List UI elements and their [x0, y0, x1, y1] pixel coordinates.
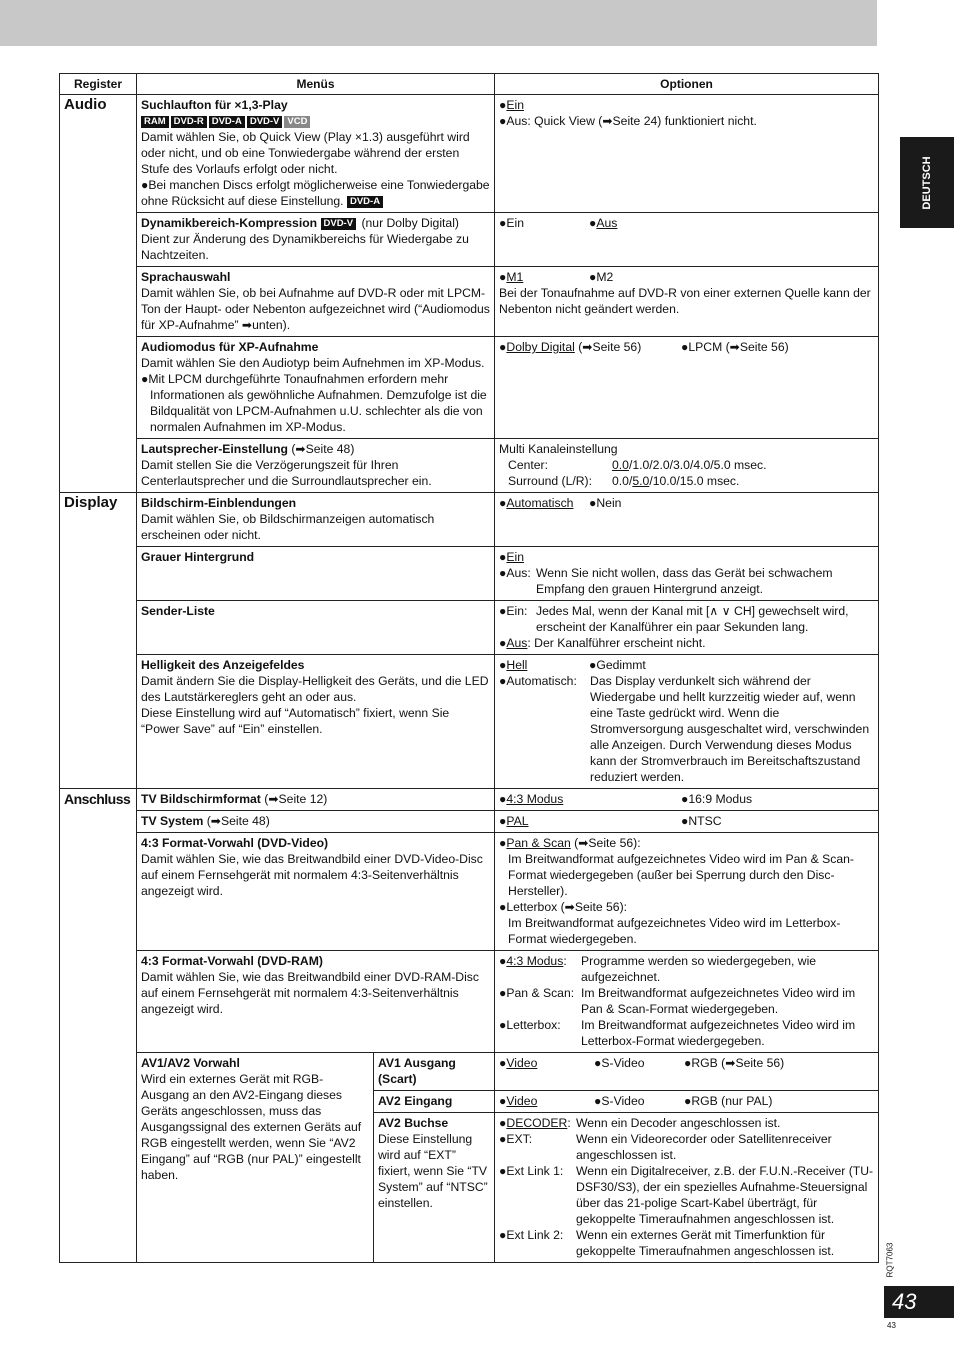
table-row — [60, 833, 879, 951]
menu-cell — [137, 493, 495, 547]
center-values: /1.0/2.0/3.0/4.0/5.0 msec. — [628, 458, 767, 472]
option-default: Ein — [506, 550, 525, 564]
option-label: ●Letterbox: — [499, 1018, 561, 1032]
submenu-cell — [374, 1113, 495, 1263]
surround-label: Surround (L/R): — [508, 474, 593, 488]
menu-cell — [137, 951, 495, 1053]
menu-title-ref: (➡Seite 48) — [287, 442, 355, 456]
option-text: : Der Kanalführer erscheint nicht. — [527, 636, 706, 650]
option-cell: ●PAL ●NTSC — [495, 811, 879, 833]
option-text: Wenn Sie nicht wollen, dass das Gerät bei schwachem Empfang den grauen Hintergrund anzeigt. — [536, 566, 833, 596]
option: ●Nein — [589, 496, 622, 510]
menu-title: Lautsprecher-Einstellung — [141, 442, 288, 456]
option-heading: Multi Kanaleinstellung — [499, 442, 618, 456]
doc-code-text: RQT7063 — [885, 1242, 895, 1278]
menu-desc: Damit wählen Sie, ob Quick View (Play ×1.3) ausgeführt wird oder nicht, und ob eine Tonwiedergabe während der ersten Stufe des Vorlaufs erfolgt oder nicht. — [141, 130, 470, 176]
disc-tags — [141, 113, 490, 129]
menu-title: Sender-Liste — [141, 604, 215, 618]
option-cell: ●Automatisch ●Nein — [495, 493, 879, 547]
tag-dvd-a: DVD-A — [347, 196, 383, 208]
menu-title: TV System — [141, 814, 204, 828]
option-cell: ●Ein ●Aus — [495, 213, 879, 267]
doc-code — [884, 1240, 896, 1280]
table-row — [60, 951, 879, 1053]
option-cell: ●Dolby Digital (➡Seite 56) ●LPCM (➡Seite 56) — [495, 337, 879, 439]
menu-cell — [137, 547, 495, 601]
option-default: Video — [506, 1094, 538, 1108]
header-row — [60, 74, 879, 95]
menu-note: ●Mit LPCM durchgeführte Tonaufnahmen erfordern mehr Informationen als gewöhnliche Aufnahmen. Demzufolge ist die Bildqualität von LPCM-Aufnahmen u.U. schlechter als die von normalen Aufnahmen im XP-Modus. — [141, 372, 487, 434]
menu-title-ref: (➡Seite 12) — [260, 792, 328, 806]
tag-dvd-r: DVD-R — [171, 116, 207, 128]
option-text: Im Breitwandformat aufgezeichnetes Video wird im Pan & Scan-Format wiedergegeben. — [581, 986, 856, 1016]
option-text: Wenn ein externes Gerät mit Timerfunktion für gekoppelte Timeraufnahmen angeschlossen ist. — [576, 1228, 835, 1258]
submenu-title: AV1 Ausgang (Scart) — [378, 1056, 456, 1086]
table-row — [60, 1053, 879, 1091]
tag-dvd-a: DVD-A — [209, 116, 245, 128]
submenu-title: AV2 Buchse — [378, 1116, 449, 1130]
language-label: DEUTSCH — [921, 155, 933, 210]
table-row — [60, 213, 879, 267]
option-default: Automatisch — [506, 496, 574, 510]
menu-cell — [137, 1053, 374, 1263]
menu-title: Grauer Hintergrund — [141, 550, 255, 564]
option-default: Pan & Scan — [506, 836, 571, 850]
menu-title: AV1/AV2 Vorwahl — [141, 1056, 240, 1070]
table-row — [60, 655, 879, 789]
option: ●M2 — [589, 270, 614, 284]
option-cell: ●Pan & Scan (➡Seite 56): Im Breitwandformat aufgezeichnetes Video wird im Pan & Scan-Format wiedergegeben (außer bei Sperrung durch den Disc-Hersteller). ●Letterbox (➡Seite 56): Im Breitwandformat aufgezeichnetes Video wird im Letterbox-Format wiedergegeben. — [495, 833, 879, 951]
option-text: Jedes Mal, wenn der Kanal mit [∧ ∨ CH] gewechselt wird, erscheint der Kanalführer ein paar Sekunden lang. — [536, 604, 849, 634]
menu-title-ref: (➡Seite 48) — [203, 814, 270, 828]
page-number-small: 43 — [887, 1321, 896, 1330]
option-default: M1 — [506, 270, 524, 284]
settings-table — [59, 73, 879, 1263]
option-cell — [495, 439, 879, 493]
option: ●16:9 Modus — [681, 792, 753, 806]
option-default: DECODER — [506, 1116, 568, 1130]
menu-cell — [137, 655, 495, 789]
table-row — [60, 547, 879, 601]
tag-ram: RAM — [141, 116, 169, 128]
menu-title-suffix: (nur Dolby Digital) — [358, 216, 459, 230]
menu-desc: Damit wählen Sie, ob Bildschirmanzeigen automatisch erscheinen oder nicht. — [141, 512, 435, 542]
submenu-cell — [374, 1053, 495, 1091]
option-text: Im Breitwandformat aufgezeichnetes Video wird im Pan & Scan-Format wiedergegeben (außer bei Sperrung durch den Disc-Hersteller). — [508, 852, 854, 898]
menu-title: Sprachauswahl — [141, 270, 231, 284]
menu-note — [141, 177, 490, 209]
menu-desc: Damit wählen Sie, wie das Breitwandbild einer DVD-Video-Disc auf einem Fernsehgerät mit normalem 4:3-Seitenverhältnis angezeigt wird. — [141, 852, 483, 898]
option-default: Hell — [506, 658, 528, 672]
option-label: ●Ext Link 1: — [499, 1164, 564, 1178]
option: ●RGB (➡Seite 56) — [684, 1056, 785, 1070]
header-register: Register — [60, 74, 137, 95]
table-row — [60, 267, 879, 337]
option-label: ●Aus: — [499, 566, 531, 580]
submenu-title: AV2 Eingang — [378, 1094, 453, 1108]
menu-title: Helligkeit des Anzeigefeldes — [141, 658, 305, 672]
option: ●RGB (nur PAL) — [684, 1094, 773, 1108]
menu-desc: Damit stellen Sie die Verzögerungszeit für Ihren Centerlautsprecher und die Surroundlautsprecher ein. — [141, 458, 432, 488]
option-text: Programme werden so wiedergegeben, wie aufgezeichnet. — [581, 954, 817, 984]
option: ●NTSC — [681, 814, 722, 828]
option-default: 5.0 — [632, 474, 650, 488]
tag-dvd-v: DVD-V — [321, 218, 357, 230]
table-row — [60, 811, 879, 833]
menu-title: Dynamikbereich-Kompression — [141, 216, 318, 230]
menu-cell — [137, 789, 495, 811]
menu-cell — [137, 601, 495, 655]
register-display: Display — [60, 493, 137, 789]
table-row — [60, 439, 879, 493]
option-cell: ●Video ●S-Video ●RGB (➡Seite 56) — [495, 1053, 879, 1091]
option-ref: (➡Seite 56): — [570, 836, 641, 850]
option-cell: ●4:3 Modus ●16:9 Modus — [495, 789, 879, 811]
option-cell: ●Video ●S-Video ●RGB (nur PAL) — [495, 1091, 879, 1113]
menu-cell — [137, 213, 495, 267]
option: ●LPCM (➡Seite 56) — [681, 340, 789, 354]
option-text: Im Breitwandformat aufgezeichnetes Video wird im Letterbox-Format wiedergegeben. — [508, 916, 841, 946]
register-audio: Audio — [60, 95, 137, 493]
option-cell: ●Ein ●Aus: Wenn Sie nicht wollen, dass das Gerät bei schwachem Empfang den grauen Hintergrund anzeigt. — [495, 547, 879, 601]
option-ref: (➡Seite 56) — [574, 340, 642, 354]
option-cell: ●M1 ●M2 Bei der Tonaufnahme auf DVD-R von einer externen Quelle kann der Nebenton nicht geändert werden. — [495, 267, 879, 337]
option-text: Wenn ein Videorecorder oder Satellitenreceiver angeschlossen ist. — [576, 1132, 832, 1162]
option-label: ●Ext Link 2: — [499, 1228, 564, 1242]
surround-values: 0.0/ — [612, 474, 633, 488]
option: ●Gedimmt — [589, 658, 646, 672]
option-text: Wenn ein Digitalreceiver, z.B. der F.U.N.-Receiver (TU-DSF30/S3), der ein spezielles Aufnahme-Steuersignal über das 21-polige Scart-Kabel überträgt, für gekoppelte Timeraufnahmen angeschlossen ist. — [576, 1164, 874, 1226]
submenu-cell — [374, 1091, 495, 1113]
option: ●Ein — [499, 216, 524, 230]
menu-desc: Dient zur Änderung des Dynamikbereichs für Wiedergabe zu Nachtzeiten. — [141, 232, 469, 262]
option-default: Aus — [596, 216, 618, 230]
option-note: Bei der Tonaufnahme auf DVD-R von einer externen Quelle kann der Nebenton nicht geändert werden. — [499, 286, 871, 316]
menu-desc: Damit wählen Sie, ob bei Aufnahme auf DVD-R oder mit LPCM-Ton der Haupt- oder Nebenton aufgezeichnet wird (“Audiomodus für XP-Aufnahme” ➡unten). — [141, 286, 490, 332]
header-bar — [0, 0, 877, 46]
table-row — [60, 95, 879, 213]
table-row — [60, 337, 879, 439]
header-menus: Menüs — [137, 74, 495, 95]
menu-desc: Damit wählen Sie, wie das Breitwandbild einer DVD-RAM-Disc auf einem Fernsehgerät mit normalem 4:3-Seitenverhältnis angezeigt wird. — [141, 970, 479, 1016]
menu-title: Suchlaufton für ×1,3-Play — [141, 98, 288, 112]
option-default: Dolby Digital — [506, 340, 575, 354]
table-row — [60, 789, 879, 811]
option: ●Aus: Quick View (➡Seite 24) funktioniert nicht. — [499, 114, 757, 128]
menu-desc: Diese Einstellung wird auf “Automatisch” fixiert, wenn Sie “Power Save” auf “Ein” einstellen. — [141, 706, 450, 736]
tag-vcd: VCD — [284, 116, 310, 128]
page-number: 43 — [892, 1289, 917, 1314]
note-text: ●Bei manchen Discs erfolgt möglicherweise eine Tonwiedergabe ohne Rücksicht auf diese Einstellung. — [141, 178, 490, 208]
option-default: 0.0 — [612, 458, 629, 472]
table-row — [60, 601, 879, 655]
option: ●Letterbox (➡Seite 56): — [499, 900, 628, 914]
menu-title: TV Bildschirmformat — [141, 792, 261, 806]
menu-cell — [137, 95, 495, 213]
submenu-desc: Diese Einstellung wird auf “EXT” fixiert, wenn Sie “TV System” auf “NTSC” einstellen. — [378, 1132, 488, 1210]
option-label: ●Pan & Scan: — [499, 986, 575, 1000]
register-anschluss: Anschluss — [60, 789, 137, 1263]
option-default: 4:3 Modus — [506, 954, 564, 968]
menu-cell — [137, 811, 495, 833]
header-options: Optionen — [495, 74, 879, 95]
center-label: Center: — [508, 458, 548, 472]
menu-title: Bildschirm-Einblendungen — [141, 496, 297, 510]
option-label: ●Ein: — [499, 604, 528, 618]
option: ●S-Video — [594, 1056, 645, 1070]
menu-title: 4:3 Format-Vorwahl (DVD-RAM) — [141, 954, 323, 968]
option-text: Im Breitwandformat aufgezeichnetes Video wird im Letterbox-Format wiedergegeben. — [581, 1018, 856, 1048]
menu-cell — [137, 439, 495, 493]
option-text: Das Display verdunkelt sich während der Wiedergabe und hellt kurzzeitig wieder auf, wenn eine Taste gedrückt wird. Wenn die Stromversorgung ausgeschaltet wird, verschwinden alle Anzeigen. Durch Verwendung dieses Modus kann der Stromverbrauch im Bereitschaftszustand reduziert werden. — [590, 674, 870, 784]
option-cell: ●DECODER: Wenn ein Decoder angeschlossen ist. ●EXT: Wenn ein Videorecorder oder Satellitenreceiver angeschlossen ist. ●Ext Link 1: Wenn ein Digitalreceiver, z.B. der F.U.N.-Receiver (TU-DSF30/S3), der ein spezielles Aufnahme-Steuersignal über das 21-polige Scart-Kabel überträgt, für gekoppelte Timeraufnahmen angeschlossen ist. ●Ext Link 2: Wenn ein externes Gerät mit Timerfunktion für gekoppelte Timeraufnahmen angeschlossen ist. — [495, 1113, 879, 1263]
option-default: 4:3 Modus — [506, 792, 564, 806]
option-default: PAL — [506, 814, 529, 828]
menu-title: Audiomodus für XP-Aufnahme — [141, 340, 319, 354]
page-number-box — [884, 1286, 954, 1318]
menu-desc: Damit wählen Sie den Audiotyp beim Aufnehmen im XP-Modus. — [141, 356, 485, 370]
menu-title: 4:3 Format-Vorwahl (DVD-Video) — [141, 836, 329, 850]
surround-values: /10.0/15.0 msec. — [649, 474, 740, 488]
menu-cell — [137, 267, 495, 337]
option-cell: ●Ein ●Aus: Quick View (➡Seite 24) funktioniert nicht. — [495, 95, 879, 213]
option-default: Video — [506, 1056, 538, 1070]
option-label: ●Automatisch: — [499, 674, 577, 688]
option-cell: ●4:3 Modus: Programme werden so wiedergegeben, wie aufgezeichnet. ●Pan & Scan: Im Breitwandformat aufgezeichnetes Video wird im Pan & Scan-Format wiedergegeben. ●Letterbox: Im Breitwandformat aufgezeichnetes Video wird im Letterbox-Format wiedergegeben. — [495, 951, 879, 1053]
option-cell: ●Hell ●Gedimmt ●Automatisch: Das Display verdunkelt sich während der Wiedergabe und hellt kurzzeitig wieder auf, wenn eine Taste gedrückt wird. Wenn die Stromversorgung ausgeschaltet wird, verschwinden alle Anzeigen. Durch Verwendung dieses Modus kann der Stromverbrauch im Bereitschaftszustand reduziert werden. — [495, 655, 879, 789]
menu-cell — [137, 337, 495, 439]
option: ●S-Video — [594, 1094, 645, 1108]
option-default: Aus — [506, 636, 528, 650]
table-row — [60, 493, 879, 547]
option-label: ●EXT: — [499, 1132, 533, 1146]
tag-dvd-v: DVD-V — [247, 116, 283, 128]
option-text: Wenn ein Decoder angeschlossen ist. — [576, 1116, 781, 1130]
menu-desc: Wird ein externes Gerät mit RGB-Ausgang an den AV2-Eingang dieses Geräts angeschlossen, muss das Ausgangssignal des externen Geräts auf RGB eingestellt werden, wenn Sie “AV2 Eingang” auf “RGB (nur PAL)” eingestellt haben. — [141, 1072, 362, 1182]
menu-desc: Damit ändern Sie die Display-Helligkeit des Geräts, und die LED des Lautstärkereglers geht an oder aus. — [141, 674, 489, 704]
option-default: Ein — [506, 98, 525, 112]
language-tab — [900, 137, 954, 228]
option-cell: ●Ein: Jedes Mal, wenn der Kanal mit [∧ ∨ CH] gewechselt wird, erscheint der Kanalführer ein paar Sekunden lang. ●Aus: Der Kanalführer erscheint nicht. — [495, 601, 879, 655]
menu-cell — [137, 833, 495, 951]
